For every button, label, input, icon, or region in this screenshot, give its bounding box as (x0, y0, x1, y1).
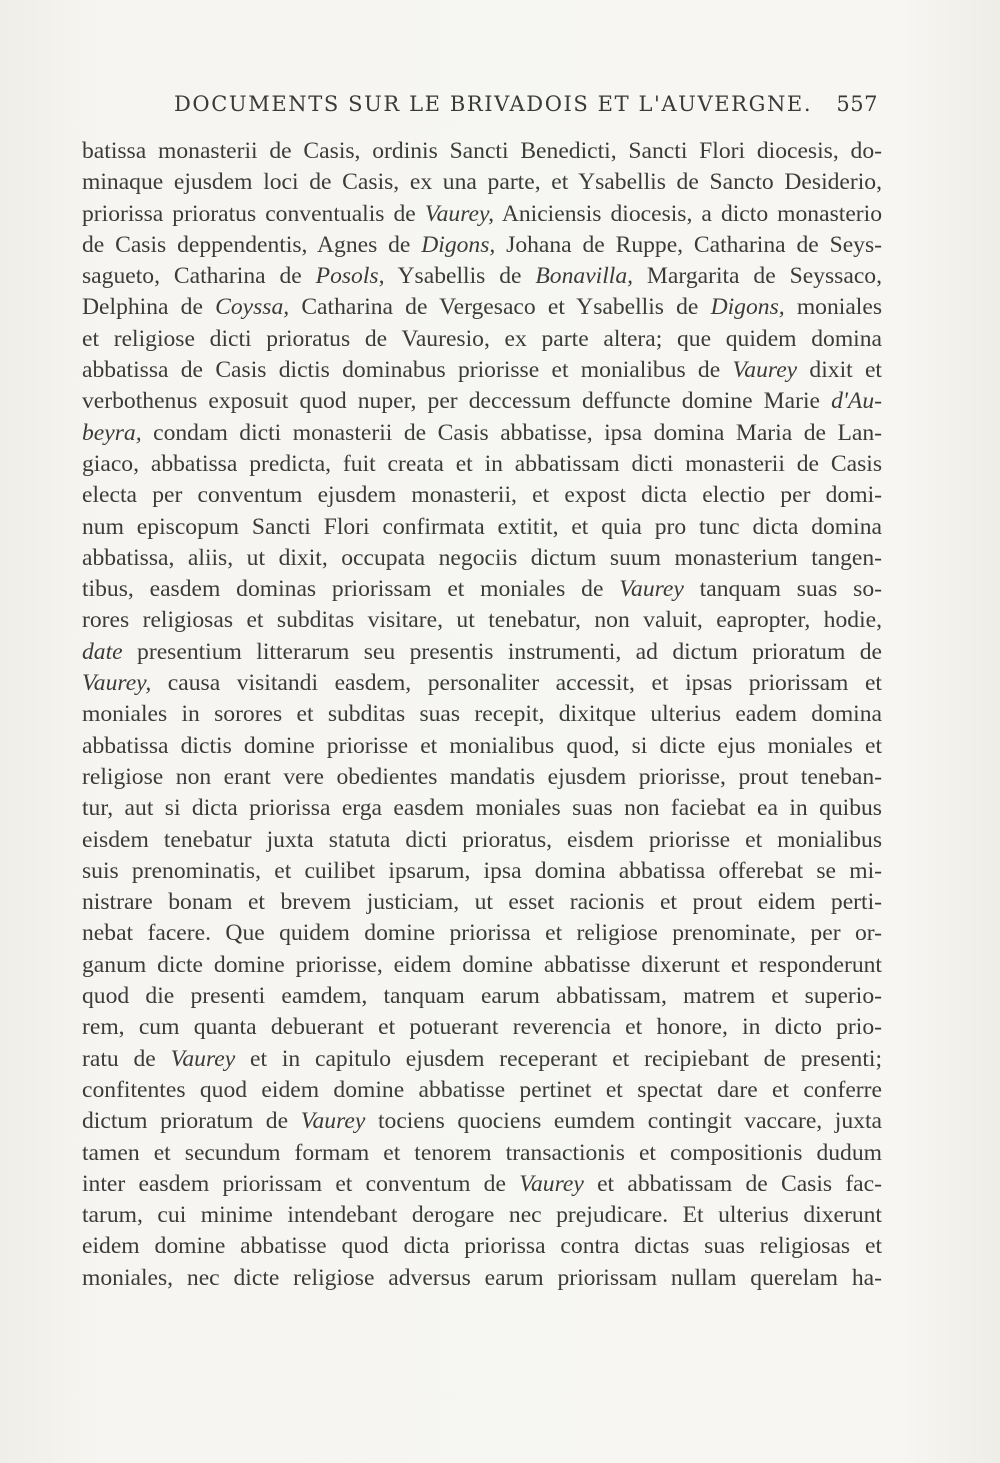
text-line (82, 355, 882, 386)
text-run: et abbatissam de Casis fac- (583, 1170, 882, 1197)
italic-text: Vaurey, (82, 670, 152, 697)
text-line (82, 512, 882, 543)
italic-text: Vaurey (619, 576, 684, 603)
text-line (82, 480, 882, 511)
text-run: presentium litterarum seu presentis instrumenti, ad dictum prioratum de (122, 638, 882, 665)
text-line (82, 1263, 882, 1294)
text-line (82, 699, 882, 730)
text-line (82, 230, 882, 261)
text-line (82, 136, 882, 167)
text-run: dixit et (797, 357, 882, 384)
text-line (82, 1044, 882, 1075)
text-run: abbatissa de Casis dictis dominabus priorisse et monialibus de (82, 357, 733, 384)
text-line (82, 418, 882, 449)
italic-text: Posols, (315, 263, 385, 290)
text-run: tamen et secundum formam et tenorem transactionis et compositionis dudum (82, 1139, 882, 1166)
italic-text: Digons, (421, 231, 496, 258)
italic-text: Vaurey (170, 1045, 236, 1072)
text-run: tibus, easdem dominas priorissam et moniales de (82, 576, 620, 603)
text-run: causa visitandi easdem, personaliter accessit, et ipsas priorissam et (151, 670, 882, 697)
text-run: dictum prioratum de (82, 1108, 301, 1135)
italic-text: Vaurey (300, 1108, 366, 1135)
text-run: et in capitulo ejusdem receperant et recipiebant de presenti; (235, 1045, 882, 1072)
running-head (80, 92, 880, 122)
italic-text: beyra, (82, 419, 142, 446)
text-run: Aniciensis diocesis, a dicto monasterio (494, 200, 882, 227)
italic-text: d'Au- (831, 388, 882, 415)
text-run: batissa monasterii de Casis, ordinis Sancti Benedicti, Sancti Flori diocesis, do- (82, 138, 882, 164)
text-run: Delphina de (82, 294, 216, 321)
text-line (82, 793, 882, 824)
text-line (82, 261, 882, 292)
text-line (82, 1138, 882, 1169)
text-line (82, 731, 882, 762)
text-run: minaque ejusdem loci de Casis, ex una parte, et Ysabellis de Sancto Desiderio, (82, 169, 882, 196)
text-line (82, 605, 882, 636)
italic-text: date (82, 638, 123, 665)
text-line (82, 574, 882, 605)
text-run: giaco, abbatissa predicta, fuit creata et in abbatissam dicti monasterii de Casis (82, 450, 882, 477)
text-line (82, 668, 882, 699)
text-run: condam dicti monasterii de Casis abbatisse, ipsa domina Maria de Lan- (141, 419, 882, 446)
text-run: eidem domine abbatisse quod dicta priorissa contra dictas suas religiosas et (82, 1233, 882, 1260)
text-run: Ysabellis de (384, 263, 536, 290)
text-run: tur, aut si dicta priorissa erga easdem moniales suas non faciebat ea in quibus (82, 795, 882, 822)
text-line (82, 1169, 882, 1200)
text-line (82, 1231, 882, 1262)
italic-text: Vaurey, (424, 200, 495, 227)
text-run: nebat facere. Que quidem domine priorissa et religiose prenominate, per or- (82, 920, 882, 947)
text-run: confitentes quod eidem domine abbatisse pertinet et spectat dare et conferre (82, 1076, 882, 1103)
text-run: tarum, cui minime intendebant derogare nec prejudicare. Et ulterius dixerunt (82, 1202, 882, 1229)
text-run: et religiose dicti prioratus de Vauresio, ex parte altera; que quidem domina (82, 325, 882, 352)
text-line (82, 981, 882, 1012)
text-run: Catharina de Vergesaco et Ysabellis de (289, 294, 711, 321)
text-run: inter easdem priorissam et conventum de (82, 1170, 520, 1197)
text-run: tociens quociens eumdem contingit vaccare, juxta (365, 1108, 882, 1135)
body-text (82, 136, 882, 1294)
text-line (82, 1075, 882, 1106)
italic-text: Coyssa, (215, 294, 290, 321)
text-run: suis prenominatis, et cuilibet ipsarum, ipsa domina abbatissa offerebat se mi- (82, 857, 882, 884)
text-run: nistrare bonam et brevem justiciam, ut esset racionis et prout eidem perti- (82, 889, 882, 916)
text-line (82, 1200, 882, 1231)
text-line (82, 292, 882, 323)
text-line (82, 543, 882, 574)
text-run: num episcopum Sancti Flori confirmata extitit, et quia pro tunc dicta domina (82, 513, 882, 540)
text-run: de Casis deppendentis, Agnes de (82, 231, 422, 258)
text-line (82, 449, 882, 480)
text-run: verbothenus exposuit quod nuper, per deccessum deffuncte domine Marie (82, 388, 832, 415)
text-run: quod die presenti eamdem, tanquam earum abbatissam, matrem et superio- (82, 983, 882, 1010)
text-run: Johana de Ruppe, Catharina de Seys- (495, 231, 882, 258)
text-run: moniales (784, 294, 882, 321)
text-run: sagueto, Catharina de (82, 263, 316, 290)
italic-text: Bonavilla, (535, 263, 634, 290)
text-line (82, 324, 882, 355)
text-run: eisdem tenebatur juxta statuta dicti prioratus, eisdem priorisse et monialibus (82, 826, 882, 853)
italic-text: Digons, (710, 294, 785, 321)
text-line (82, 887, 882, 918)
text-line (82, 167, 882, 198)
text-run: moniales, nec dicte religiose adversus earum priorissam nullam querelam ha- (82, 1264, 882, 1291)
italic-text: Vaurey (732, 357, 798, 384)
italic-text: Vaurey (519, 1170, 584, 1197)
text-line (82, 825, 882, 856)
text-run: rem, cum quanta debuerant et potuerant reverencia et honore, in dicto prio- (82, 1014, 882, 1041)
text-run: ganum dicte domine priorisse, eidem domine abbatisse dixerunt et responderunt (82, 951, 882, 978)
text-run: moniales in sorores et subditas suas recepit, dixitque ulterius eadem domina (82, 701, 882, 728)
text-line (82, 762, 882, 793)
text-run: rores religiosas et subditas visitare, ut tenebatur, non valuit, eapropter, hodie, (82, 607, 882, 634)
text-run: abbatissa, aliis, ut dixit, occupata negociis dictum suum monasterium tangen- (82, 544, 882, 571)
text-run: tanquam suas so- (683, 576, 882, 603)
text-line (82, 1106, 882, 1137)
text-line (82, 1012, 882, 1043)
text-run: Margarita de Seyssaco, (633, 263, 882, 290)
text-run: religiose non erant vere obedientes mandatis ejusdem priorisse, prout teneban- (82, 763, 882, 790)
text-line (82, 386, 882, 417)
text-run: electa per conventum ejusdem monasterii, et expost dicta electio per domi- (82, 482, 882, 509)
text-line (82, 950, 882, 981)
running-title: DOCUMENTS SUR LE BRIVADOIS ET L'AUVERGNE. (174, 92, 813, 116)
text-line (82, 199, 882, 230)
text-line (82, 918, 882, 949)
text-line (82, 856, 882, 887)
text-line (82, 637, 882, 668)
text-run: priorissa prioratus conventualis de (82, 200, 425, 227)
text-run: ratu de (82, 1045, 171, 1072)
page-number: 557 (836, 92, 878, 116)
text-run: abbatissa dictis domine priorisse et monialibus quod, si dicte ejus moniales et (82, 732, 882, 759)
